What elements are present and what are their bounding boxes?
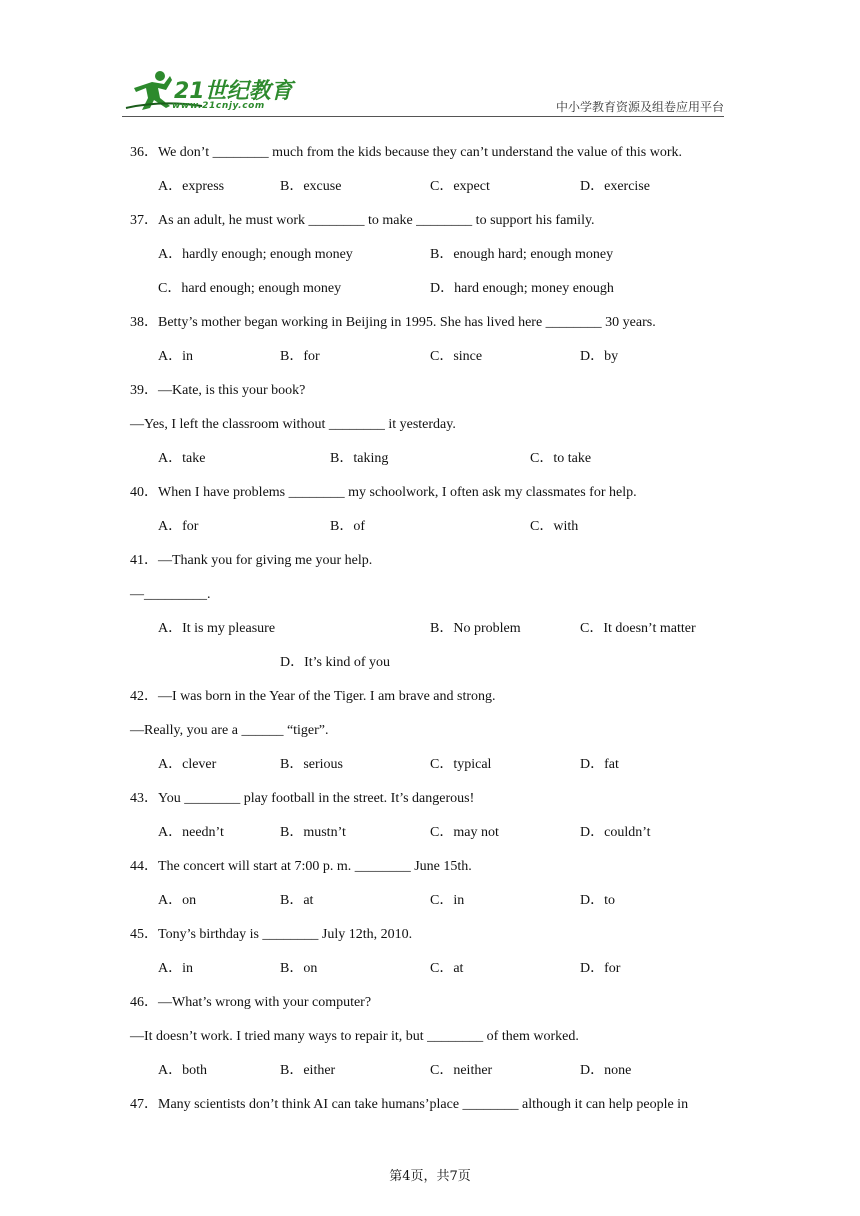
option-c: C．It doesn’t matter <box>580 621 696 636</box>
options-row <box>130 174 740 208</box>
option-b: B．No problem <box>430 621 521 636</box>
question-stem: 42．—I was born in the Year of the Tiger. I am brave and strong. <box>130 689 496 704</box>
question-stem: 39．—Kate, is this your book? <box>130 383 306 398</box>
question-stem: 43．You ________ play football in the street. It’s dangerous! <box>130 791 475 806</box>
option-c: C．neither <box>430 1063 493 1078</box>
question-stem: 36．We don’t ________ much from the kids because they can’t understand the value of this work. <box>130 145 683 160</box>
options-row <box>130 888 740 922</box>
option-c: C．expect <box>430 179 490 194</box>
question-stem-reply: —It doesn’t work. I tried many ways to repair it, but ________ of them worked. <box>130 1029 579 1044</box>
option-a: A．on <box>158 893 197 908</box>
option-d: D．by <box>580 349 619 364</box>
options-row <box>130 1058 740 1092</box>
question-stem: 40．When I have problems ________ my schoolwork, I often ask my classmates for help. <box>130 485 637 500</box>
option-b: B．excuse <box>280 179 342 194</box>
question-stem: 45．Tony’s birthday is ________ July 12th, 2010. <box>130 927 413 942</box>
option-b: B．of <box>330 519 365 534</box>
option-b: B．taking <box>330 451 389 466</box>
option-c: C．to take <box>530 451 592 466</box>
option-d: D．to <box>580 893 615 908</box>
question-stem: 44．The concert will start at 7:00 p. m. ________ June 15th. <box>130 859 472 874</box>
option-b: B．for <box>280 349 320 364</box>
options-row <box>130 446 740 480</box>
option-c: C．in <box>430 893 465 908</box>
option-c: C．since <box>430 349 483 364</box>
options-row <box>130 276 740 310</box>
options-row <box>130 514 740 548</box>
option-b: B．at <box>280 893 314 908</box>
options-row <box>130 650 740 684</box>
option-d: D．exercise <box>580 179 650 194</box>
option-c: C．hard enough; enough money <box>158 281 342 296</box>
option-d: D．for <box>580 961 621 976</box>
options-row <box>130 242 740 276</box>
option-d: D．fat <box>580 757 619 772</box>
option-a: A．needn’t <box>158 825 224 840</box>
option-b: B．either <box>280 1063 336 1078</box>
option-d: D．hard enough; money enough <box>430 281 614 296</box>
question-stem: 37．As an adult, he must work ________ to make ________ to support his family. <box>130 213 595 228</box>
option-a: A．for <box>158 519 199 534</box>
option-c: C．typical <box>430 757 492 772</box>
options-row <box>130 956 740 990</box>
question-stem-reply: —_________. <box>130 587 211 602</box>
question-stem-reply: —Really, you are a ______ “tiger”. <box>130 723 329 738</box>
option-d: D．none <box>580 1063 632 1078</box>
page-header <box>122 66 724 116</box>
question-stem: 46．—What’s wrong with your computer? <box>130 995 372 1010</box>
question-stem: 38．Betty’s mother began working in Beijing in 1995. She has lived here ________ 30 years. <box>130 315 656 330</box>
logo <box>122 66 302 116</box>
options-row <box>130 616 740 650</box>
option-c: C．with <box>530 519 579 534</box>
question-stem: 41．—Thank you for giving me your help. <box>130 553 373 568</box>
header-divider <box>122 116 724 117</box>
option-c: C．at <box>430 961 464 976</box>
svg-text:21世纪教育: 21世纪教育 <box>174 79 293 104</box>
options-row <box>130 752 740 786</box>
option-b: B．on <box>280 961 318 976</box>
option-a: A．hardly enough; enough money <box>158 247 353 262</box>
option-d: D．It’s kind of you <box>280 655 391 670</box>
option-a: A．It is my pleasure <box>158 621 276 636</box>
option-c: C．may not <box>430 825 499 840</box>
question-stem-reply: —Yes, I left the classroom without ________ it yesterday. <box>130 417 456 432</box>
question-list <box>130 140 740 1126</box>
logo-url: www.21cnjy.com <box>172 101 265 111</box>
options-row <box>130 344 740 378</box>
question-stem: 47．Many scientists don’t think AI can take humans’place ________ although it can help people in <box>130 1097 689 1112</box>
option-a: A．in <box>158 349 193 364</box>
options-row <box>130 820 740 854</box>
option-d: D．couldn’t <box>580 825 651 840</box>
option-b: B．mustn’t <box>280 825 346 840</box>
option-a: A．both <box>158 1063 207 1078</box>
page-number: 第4页，共7页 <box>389 1169 471 1184</box>
option-a: A．in <box>158 961 193 976</box>
option-b: B．serious <box>280 757 343 772</box>
option-b: B．enough hard; enough money <box>430 247 614 262</box>
option-a: A．take <box>158 451 206 466</box>
platform-name: 中小学教育资源及组卷应用平台 <box>555 100 724 114</box>
option-a: A．express <box>158 179 225 194</box>
option-a: A．clever <box>158 757 217 772</box>
